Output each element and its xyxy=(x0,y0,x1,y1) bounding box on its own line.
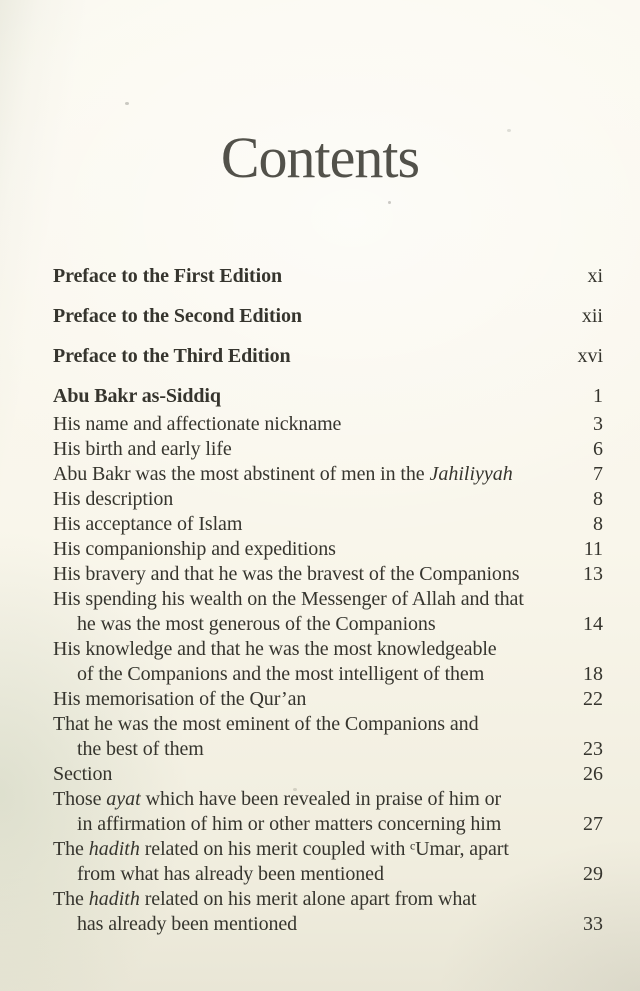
toc-entry xyxy=(53,384,603,409)
toc-entry-title-line: Preface to the First Edition xyxy=(53,265,282,287)
toc-entry-page: xii xyxy=(581,305,603,327)
toc-entry-page: 3 xyxy=(593,413,603,435)
toc-entry-title-line: in affirmation of him or other matters concerning him xyxy=(77,813,502,835)
toc-entry xyxy=(53,687,603,712)
toc-entry xyxy=(53,462,603,487)
toc-entry-page: xvi xyxy=(577,345,603,367)
toc-entry xyxy=(53,487,603,512)
toc-entry-title-line: has already been mentioned xyxy=(77,913,298,935)
toc-entry xyxy=(53,537,603,562)
toc-entry xyxy=(53,712,603,762)
toc-entry-title-line: His knowledge and that he was the most knowledgeable xyxy=(53,638,497,660)
toc-entry-page: 23 xyxy=(583,738,603,760)
toc-entry xyxy=(53,344,603,369)
toc-entry-page: 18 xyxy=(583,663,603,685)
toc-entry xyxy=(53,562,603,587)
toc-entry xyxy=(53,837,603,887)
toc-entry-title-line: His memorisation of the Qur’an xyxy=(53,688,307,710)
toc-entry xyxy=(53,887,603,937)
toc-entry-page: xi xyxy=(587,265,603,287)
toc-entry-page: 1 xyxy=(593,385,603,407)
toc-entry-title-line: His bravery and that he was the bravest of the Companions xyxy=(53,563,520,585)
toc-entry xyxy=(53,412,603,437)
toc-entry-title-line: from what has already been mentioned xyxy=(77,863,384,885)
toc-entry-title-line: Abu Bakr was the most abstinent of men in the Jahiliyyah xyxy=(53,463,513,485)
toc-entry-title-line: His spending his wealth on the Messenger of Allah and that xyxy=(53,588,524,610)
toc-entry-page: 11 xyxy=(583,538,603,560)
toc-entry-title-line: The hadith related on his merit coupled with ᶜUmar, apart xyxy=(53,838,509,860)
scan-speck xyxy=(388,201,391,204)
toc-entry xyxy=(53,437,603,462)
toc-entry xyxy=(53,787,603,837)
toc-entry-title-line: His description xyxy=(53,488,174,510)
toc-entry-title-line: Preface to the Third Edition xyxy=(53,345,291,367)
scan-speck xyxy=(293,788,297,791)
toc-entry xyxy=(53,587,603,637)
toc-entry-page: 7 xyxy=(593,463,603,485)
toc-entry-page: 6 xyxy=(593,438,603,460)
toc-entry-title-line: His name and affectionate nickname xyxy=(53,413,342,435)
toc-entry-title-line: Abu Bakr as-Siddiq xyxy=(53,385,221,407)
toc-entry-page: 22 xyxy=(583,688,603,710)
toc-entry-title-line: That he was the most eminent of the Companions and xyxy=(53,713,479,735)
toc-entry-title-line: Section xyxy=(53,763,113,785)
toc-entry-title-line: the best of them xyxy=(77,738,204,760)
toc-entry-title-line: His companionship and expeditions xyxy=(53,538,336,560)
toc-list xyxy=(53,264,603,937)
toc-entry-page: 33 xyxy=(583,913,603,935)
toc-entry-title-line: he was the most generous of the Companions xyxy=(77,613,436,635)
toc-entry-page: 14 xyxy=(583,613,603,635)
toc-entry-title-line: of the Companions and the most intelligent of them xyxy=(77,663,485,685)
toc-entry-page: 29 xyxy=(583,863,603,885)
page-title: Contents xyxy=(220,125,420,190)
toc-entry xyxy=(53,512,603,537)
toc-entry-page: 8 xyxy=(593,513,603,535)
toc-entry-title-line: Those ayat which have been revealed in praise of him or xyxy=(53,788,502,810)
toc-entry-title-line: Preface to the Second Edition xyxy=(53,305,302,327)
scan-speck xyxy=(507,129,511,132)
toc-entry xyxy=(53,637,603,687)
toc-entry xyxy=(53,762,603,787)
toc-entry-title-line: His acceptance of Islam xyxy=(53,513,243,535)
toc-entry-page: 13 xyxy=(583,563,603,585)
toc-entry-page: 8 xyxy=(593,488,603,510)
scan-speck xyxy=(125,102,129,105)
toc-entry xyxy=(53,304,603,329)
toc-entry-title-line: His birth and early life xyxy=(53,438,232,460)
toc-entry-page: 26 xyxy=(583,763,603,785)
toc-entry-page: 27 xyxy=(583,813,603,835)
toc-entry xyxy=(53,264,603,289)
toc-entry-title-line: The hadith related on his merit alone apart from what xyxy=(53,888,477,910)
